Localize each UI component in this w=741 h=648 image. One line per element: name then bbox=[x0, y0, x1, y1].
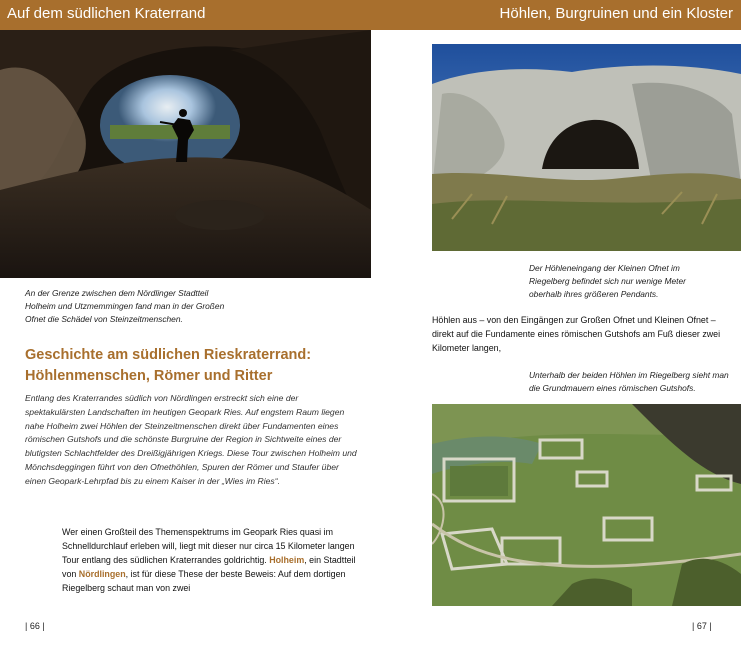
roman-estate-illustration bbox=[432, 404, 741, 606]
left-page-number: | 66 | bbox=[25, 621, 45, 631]
left-body-paragraph bbox=[62, 526, 357, 596]
right-header-title: Höhlen, Burgruinen und ein Kloster bbox=[499, 5, 733, 22]
right-body-paragraph: Höhlen aus – von den Eingängen zur Großen Ofnet und Kleinen Ofnet – direkt auf die Fundamente eines römischen Gutshofs am Fuß dieser zwei Kilometer langen, bbox=[432, 315, 721, 353]
heading-line-2: Höhlenmenschen, Römer und Ritter bbox=[25, 368, 273, 384]
left-photo-caption: An der Grenze zwischen dem Nördlinger Stadtteil Holheim und Utzmemmingen fand man in der Großen Ofnet die Schädel von Steinzeitmenschen. bbox=[25, 288, 225, 324]
page-header-bar bbox=[0, 0, 741, 30]
cave-photo-kleine-ofnet bbox=[432, 44, 741, 251]
place-highlight-noerdlingen: Nördlingen bbox=[78, 568, 126, 579]
body-text-part-3: , ist für diese These der beste Beweis: Auf dem dortigen Riegelberg schaut man von zwei bbox=[62, 568, 346, 593]
heading-line-1: Geschichte am südlichen Rieskraterrand: bbox=[25, 347, 312, 363]
right-top-caption: Der Höhleneingang der Kleinen Ofnet im Riegelberg befindet sich nur wenige Meter oberhalb ihres größeren Pendants. bbox=[529, 263, 686, 299]
body-text-part-2: , ein Stadtteil von bbox=[62, 554, 356, 579]
page-gutter bbox=[371, 30, 432, 648]
right-bottom-caption: Unterhalb der beiden Höhlen im Riegelberg sieht man die Grundmauern eines römischen Gutshofs. bbox=[529, 370, 729, 393]
cave-photo-illustration bbox=[0, 30, 371, 278]
body-text-part-1: Wer einen Großteil des Themenspektrums im Geopark Ries quasi im Schnelldurchlauf erleben will, liegt mit dieser nur circa 15 Kilometer langen Tour entlang des südlichen Kraterrandes goldrichtig. bbox=[62, 527, 355, 565]
left-header-title: Auf dem südlichen Kraterrand bbox=[7, 5, 206, 22]
right-page-number: | 67 | bbox=[692, 621, 712, 631]
roman-estate-aerial-photo bbox=[432, 404, 741, 606]
cave-photo-grosse-ofnet bbox=[0, 30, 371, 278]
kleine-ofnet-illustration bbox=[432, 44, 741, 251]
section-heading bbox=[25, 345, 355, 387]
intro-paragraph: Entlang des Kraterrandes südlich von Nördlingen erstreckt sich eine der spektakulärsten Landschaften im heutigen Geopark Ries. Auf engstem Raum liegen nahe Holheim zwei Höhlen der Steinzeitmenschen direkt über Fundamenten eines römischen Gutshofs und die schönste Burgruine der Region in Sichtweite eines der blutigsten Schlachtfelder des Dreißigjährigen Kriegs. Diese Tour zwischen Holheim und Mönchsdeggingen führt von den Ofnethöhlen, Spuren der Römer und Staufer über einen Geopark-Lehrpfad bis zu einem Kaiser in der „Wies im Ries“. bbox=[25, 393, 357, 486]
place-highlight-holheim: Holheim bbox=[269, 554, 305, 565]
